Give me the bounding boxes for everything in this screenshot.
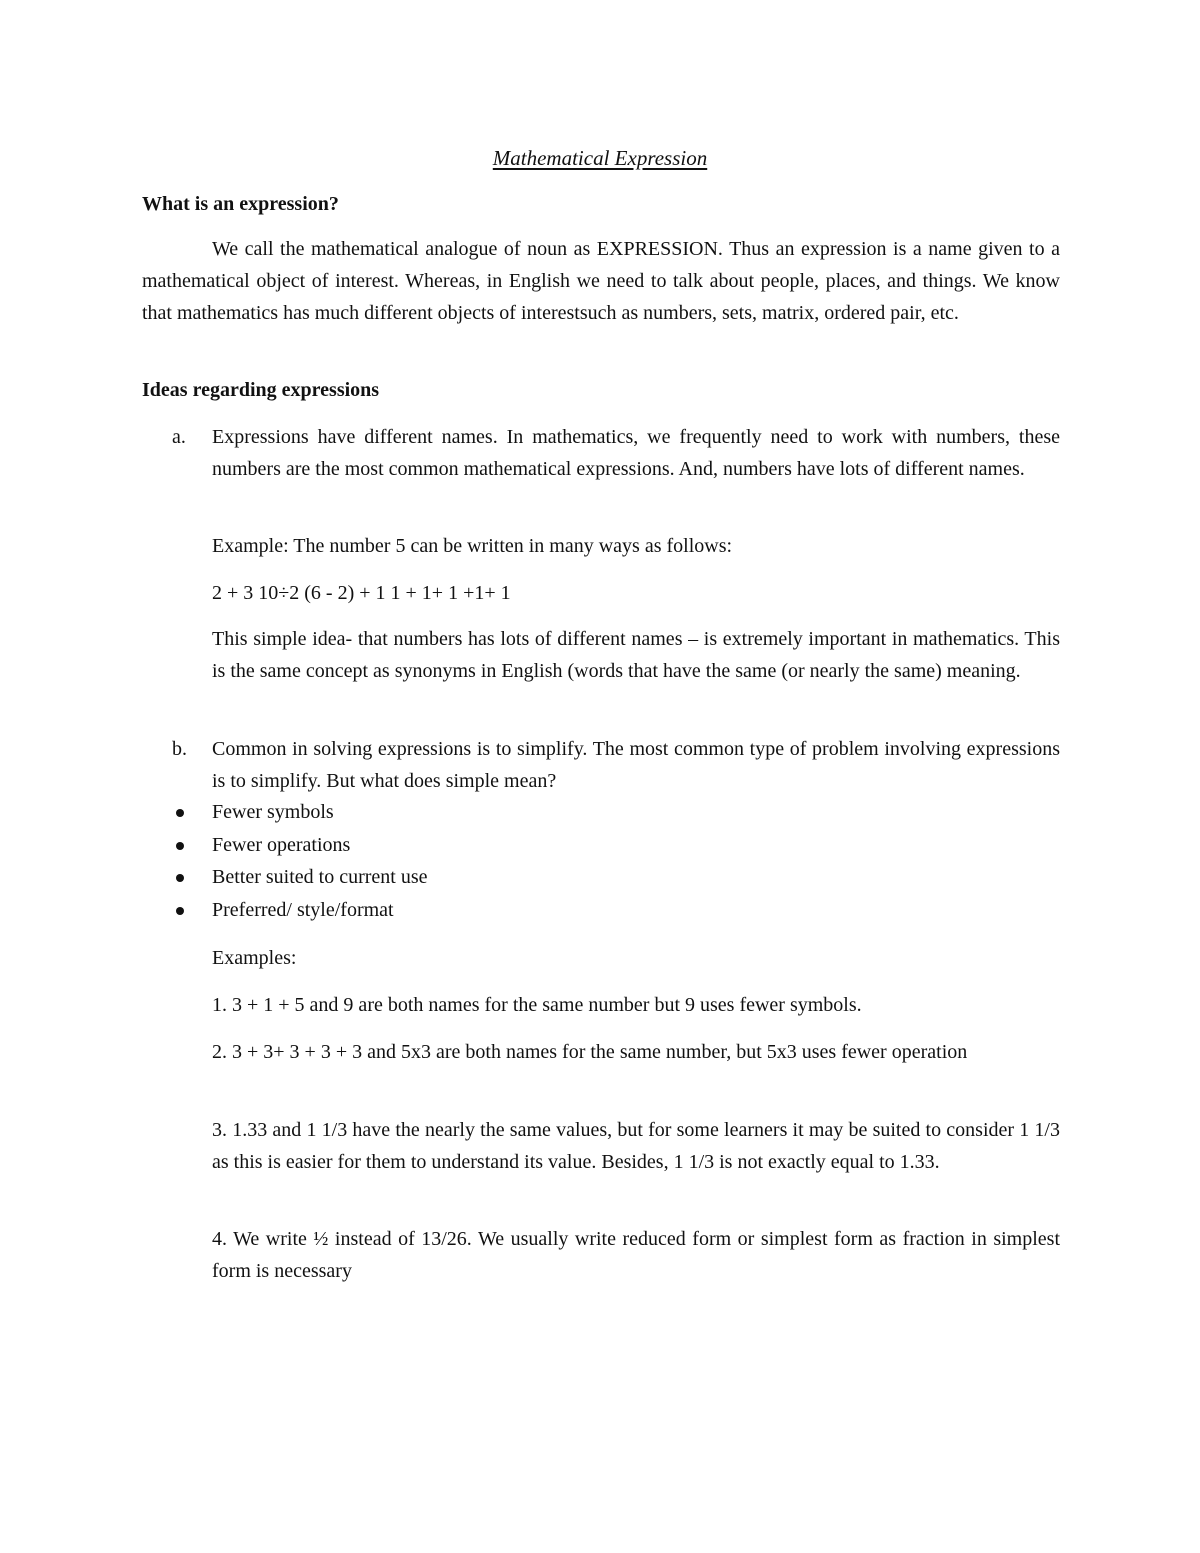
bullet-text: Fewer operations (212, 833, 351, 856)
example-expression: 2 + 3 10÷2 (6 - 2) + 1 1 + 1+ 1 +1+ 1 (212, 582, 511, 604)
example-2: 2. 3 + 3+ 3 + 3 + 3 and 5x3 are both names for the same number, but 5x3 uses fewer operation (212, 1041, 968, 1063)
bullet-text: Preferred/ style/format (212, 898, 394, 921)
expression-definition-paragraph: We call the mathematical analogue of noun as EXPRESSION. Thus an expression is a name given to a mathematical object of interest. Whereas, in English we need to talk about people, places, and things. We know that mathematics has much different objects of interestsuch as numbers, sets, matrix, ordered pair, etc. (142, 238, 1060, 324)
bullet-text: Fewer symbols (212, 801, 334, 823)
list-item-a-text: Expressions have different names. In mathematics, we frequently need to work with numbers, these numbers are the most common mathematical expressions. And, numbers have lots of different names. (212, 426, 1060, 480)
list-item (142, 829, 1060, 862)
bullet-icon (176, 874, 184, 882)
bullet-text: Better suited to current use (212, 866, 428, 888)
section-heading-what-is-expression: What is an expression? (142, 193, 339, 215)
bullet-icon (176, 842, 184, 850)
list-item (142, 894, 1060, 927)
bullet-icon (176, 907, 184, 915)
list-marker-b: b. (172, 738, 187, 760)
section-heading-ideas: Ideas regarding expressions (142, 379, 380, 401)
synonym-note-paragraph: This simple idea- that numbers has lots of different names – is extremely important in mathematics. This is the same concept as synonyms in English (words that have the same (or nearly the same) meaning. (212, 628, 1060, 682)
list-item (142, 861, 1060, 894)
list-item-a (142, 421, 1060, 485)
examples-label: Examples: (212, 947, 297, 969)
list-item-b-text: Common in solving expressions is to simplify. The most common type of problem involving expressions is to simplify. But what does simple mean? (212, 738, 1060, 792)
example-3: 3. 1.33 and 1 1/3 have the nearly the same values, but for some learners it may be suited to consider 1 1/3 as this is easier for them to understand its value. Besides, 1 1/3 is not exactly equal to 1.33. (212, 1119, 1060, 1173)
document-title: Mathematical Expression (492, 146, 708, 170)
list-marker-a: a. (172, 426, 186, 448)
example-4: 4. We write ½ instead of 13/26. We usually write reduced form or simplest form as fraction in simplest form is necessary (212, 1228, 1060, 1282)
bullet-icon (176, 809, 184, 817)
simplify-criteria-list (142, 796, 1060, 926)
example-intro: Example: The number 5 can be written in many ways as follows: (212, 535, 733, 557)
example-1: 1. 3 + 1 + 5 and 9 are both names for the same number but 9 uses fewer symbols. (212, 994, 862, 1016)
list-item-b (142, 733, 1060, 797)
list-item (142, 796, 1060, 829)
